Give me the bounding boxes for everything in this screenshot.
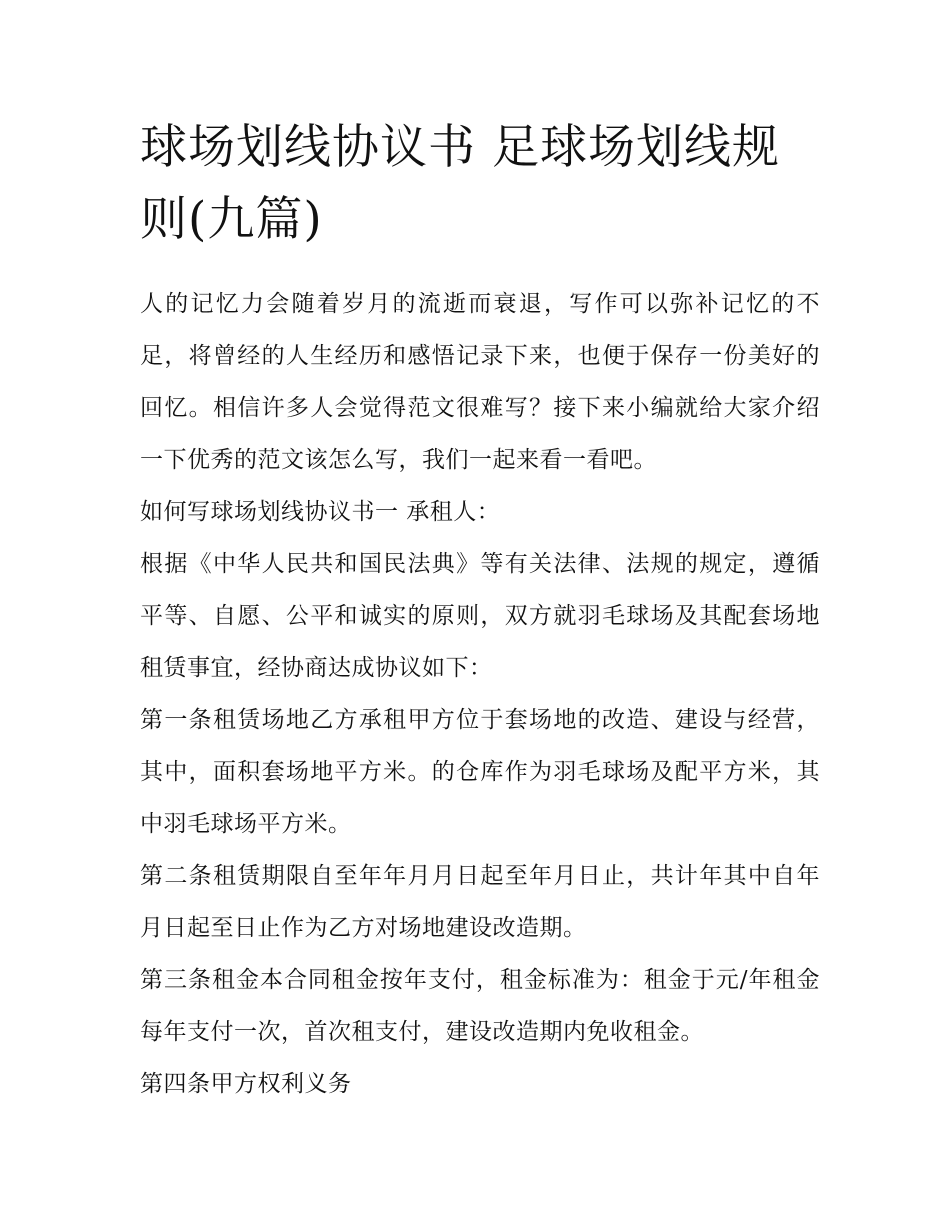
preamble-paragraph: 根据《中华人民共和国民法典》等有关法律、法规的规定，遵循平等、自愿、公平和诚实的原则，双方就羽毛球场及其配套场地租赁事宜，经协商达成协议如下：: [140, 551, 820, 681]
intro-paragraph: 人的记忆力会随着岁月的流逝而衰退，写作可以弥补记忆的不足，将曾经的人生经历和感悟记录下来，也便于保存一份美好的回忆。相信许多人会觉得范文很难写？接下来小编就给大家介绍一下优秀的范文该怎么写，我们一起来看一看吧。: [140, 291, 820, 473]
clause-2-paragraph: 第二条租赁期限自至年年月月日起至年月日止，共计年其中自年月日起至日止作为乙方对场地建设改造期。: [140, 863, 820, 941]
document-body: [140, 278, 820, 1110]
section-heading: 如何写球场划线协议书一 承租人：: [140, 499, 501, 525]
clause-3-paragraph: 第三条租金本合同租金按年支付，租金标准为：租金于元/年租金每年支付一次，首次租支付，建设改造期内免收租金。: [140, 967, 820, 1045]
clause-4-heading: 第四条甲方权利义务: [140, 1071, 352, 1097]
document-title: 球场划线协议书 足球场划线规则(九篇): [140, 120, 780, 247]
clause-1-paragraph: 第一条租赁场地乙方承租甲方位于套场地的改造、建设与经营，其中，面积套场地平方米。的仓库作为羽毛球场及配平方米，其中羽毛球场平方米。: [140, 707, 820, 837]
